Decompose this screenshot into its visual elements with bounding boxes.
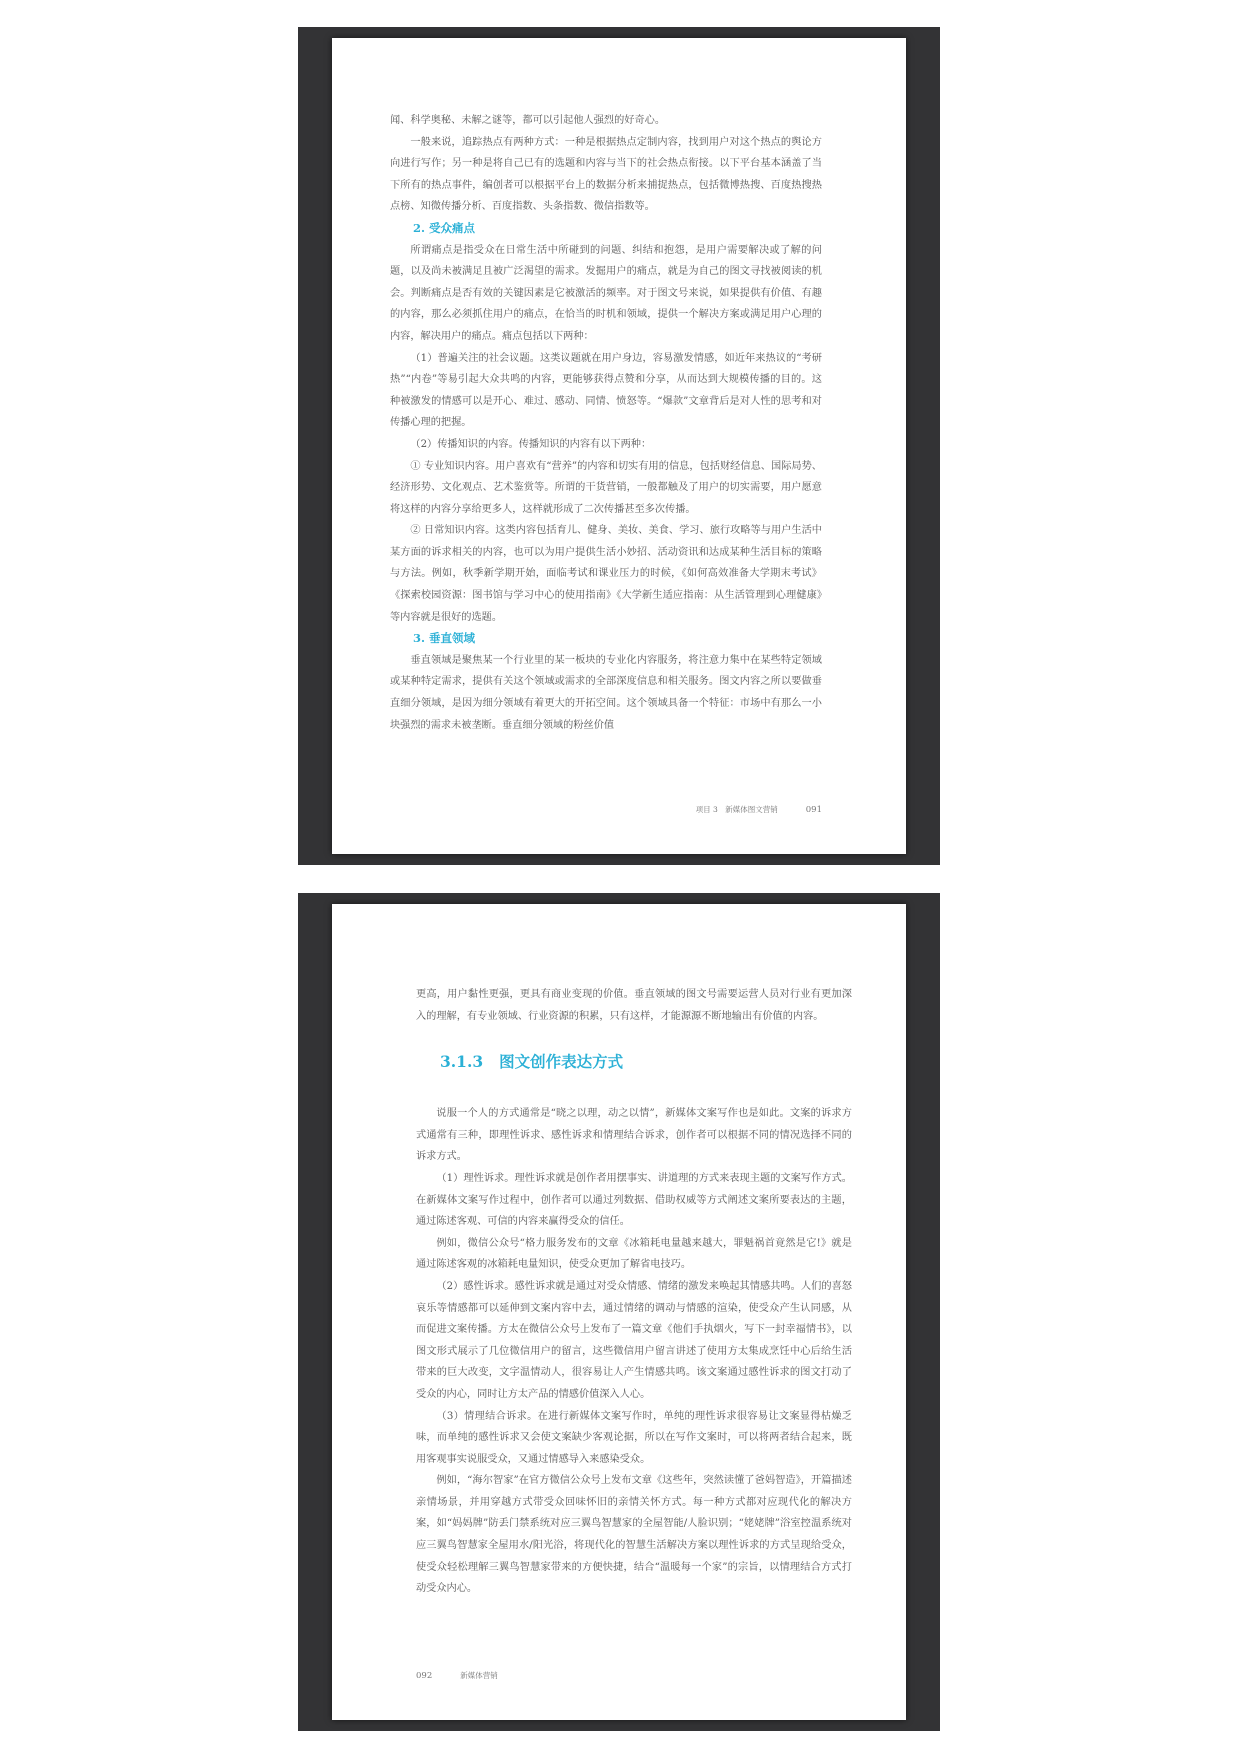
paragraph: 例如，“海尔智家”在官方微信公众号上发布文章《这些年，突然读懂了爸妈智造》，开篇描述亲情场景，并用穿越方式带受众回味怀旧的亲情关怀方式。每一种方式都对应现代化的解决方案，如“妈妈牌”防丢门禁系统对应三翼鸟智慧家的全屋智能/人脸识别；“姥姥牌”浴室控温系统对应三翼鸟智慧家全屋用水/阳光浴，将现代化的智慧生活解决方案以理性诉求的方式呈现给受众，使受众轻松理解三翼鸟智慧家带来的方便快捷，结合“温暖每一个家”的宗旨，以情理结合方式打动受众内心。	[416, 1475, 852, 1595]
paragraph: 说服一个人的方式通常是“晓之以理，动之以情”，新媒体文案写作也是如此。文案的诉求方式通常有三种，即理性诉求、感性诉求和情理结合诉求，创作者可以根据不同的情况选择不同的诉求方式。	[416, 1108, 852, 1163]
paragraph: （2）感性诉求。感性诉求就是通过对受众情感、情绪的激发来唤起其情感共鸣。人们的喜怒哀乐等情感都可以延伸到文案内容中去，通过情绪的调动与情感的渲染，使受众产生认同感，从而促进文案传播。方太在微信公众号上发布了一篇文章《他们手执烟火，写下一封幸福情书》，以图文形式展示了几位微信用户的留言，这些微信用户留言讲述了使用方太集成烹饪中心后给生活带来的巨大改变，文字温情动人，很容易让人产生情感共鸣。该文案通过感性诉求的图文打动了受众的内心，同时让方太产品的情感价值深入人心。	[416, 1280, 852, 1400]
footer-book-title: 新媒体营销	[460, 1671, 498, 1680]
paragraph: （1）普遍关注的社会议题。这类议题就在用户身边，容易激发情感，如近年来热议的“考研热”“内卷”等易引起大众共鸣的内容，更能够获得点赞和分享，从而达到大规模传播的目的。这种被激发的情感可以是开心、难过、感动、同情、愤怒等。“爆款”文章背后是对人性的思考和对传播心理的把握。	[390, 352, 822, 429]
paragraph: 例如，微信公众号“格力服务发布的文章《冰箱耗电量越来越大，罪魁祸首竟然是它!》就是通过陈述客观的冰箱耗电量知识，使受众更加了解省电技巧。	[416, 1237, 852, 1271]
paragraph: （2）传播知识的内容。传播知识的内容有以下两种：	[410, 438, 652, 450]
paragraph: （1）理性诉求。理性诉求就是创作者用摆事实、讲道理的方式来表现主题的文案写作方式。在新媒体文案写作过程中，创作者可以通过列数据、借助权威等方式阐述文案所要表达的主题，通过陈述客观、可信的内容来赢得受众的信任。	[416, 1172, 852, 1228]
section-heading: 2. 受众痛点	[413, 220, 476, 235]
paragraph: 垂直领域是聚焦某一个行业里的某一板块的专业化内容服务，将注意力集中在某些特定领域或某种特定需求，提供有关这个领域或需求的全部深度信息和相关服务。图文内容之所以要做垂直细分领域，是因为细分领域有着更大的开拓空间。这个领域具备一个特征：市场中有那么一小块强烈的需求未被垄断。垂直细分领域的粉丝价值	[390, 654, 822, 731]
page-body-text	[416, 984, 852, 1600]
continued-paragraph: 闻、科学奥秘、未解之谜等，都可以引起他人强烈的好奇心。	[390, 115, 666, 126]
page-frame-2	[298, 893, 940, 1731]
page-number: 092	[416, 1671, 433, 1681]
page-body-text	[390, 110, 822, 736]
paragraph: （3）情理结合诉求。在进行新媒体文案写作时，单纯的理性诉求很容易让文案显得枯燥乏味，而单纯的感性诉求又会使文案缺少客观论据，所以在写作文案时，可以将两者结合起来，既用客观事实说服受众，又通过情感导入来感染受众。	[416, 1410, 852, 1465]
paragraph: ② 日常知识内容。这类内容包括育儿、健身、美妆、美食、学习、旅行攻略等与用户生活中某方面的诉求相关的内容，也可以为用户提供生活小妙招、活动资讯和达成某种生活目标的策略与方法。例如，秋季新学期开始，面临考试和课业压力的时候，《如何高效准备大学期末考试》《探索校园资源：图书馆与学习中心的使用指南》《大学新生适应指南：从生活管理到心理健康》等内容就是很好的选题。	[390, 525, 822, 623]
subsection-title	[416, 1051, 852, 1073]
paragraph: ① 专业知识内容。用户喜欢有“营养”的内容和切实有用的信息，包括财经信息、国际局势、经济形势、文化观点、艺术鉴赏等。所谓的干货营销，一般都触及了用户的切实需要，用户愿意将这样的内容分享给更多人，这样就形成了二次传播甚至多次传播。	[390, 460, 822, 515]
continued-paragraph: 更高，用户黏性更强，更具有商业变现的价值。垂直领域的图文号需要运营人员对行业有更加深入的理解，有专业领域、行业资源的积累，只有这样，才能源源不断地输出有价值的内容。	[416, 989, 852, 1022]
paragraph: 所谓痛点是指受众在日常生活中所碰到的问题、纠结和抱怨，是用户需要解决或了解的问题，以及尚未被满足且被广泛渴望的需求。发掘用户的痛点，就是为自己的图文寻找被阅读的机会。判断痛点是否有效的关键因素是它被激活的频率。对于图文号来说，如果提供有价值、有趣的内容，那么必须抓住用户的痛点，在恰当的时机和领域，提供一个解决方案或满足用户心理的内容，解决用户的痛点。痛点包括以下两种：	[390, 244, 822, 342]
document-page-092	[332, 904, 906, 1720]
paragraph: 一般来说，追踪热点有两种方式：一种是根据热点定制内容，找到用户对这个热点的舆论方向进行写作；另一种是将自己已有的选题和内容与当下的社会热点衔接。以下平台基本涵盖了当下所有的热点事件，编创者可以根据平台上的数据分析来捕捉热点，包括微博热搜、百度热搜热点榜、知微传播分析、百度指数、头条指数、微信指数等。	[390, 136, 822, 213]
footer-chapter-title: 项目 3 新媒体图文营销	[695, 805, 778, 814]
page-frame-1	[298, 27, 940, 865]
document-page-091	[332, 38, 906, 854]
page-footer	[416, 1670, 498, 1681]
section-heading: 3. 垂直领域	[413, 631, 476, 646]
page-number: 091	[805, 805, 822, 815]
subsection-heading-text: 图文创作表达方式	[499, 1052, 624, 1072]
subsection-number: 3.1.3	[440, 1052, 484, 1072]
page-footer	[696, 804, 822, 815]
